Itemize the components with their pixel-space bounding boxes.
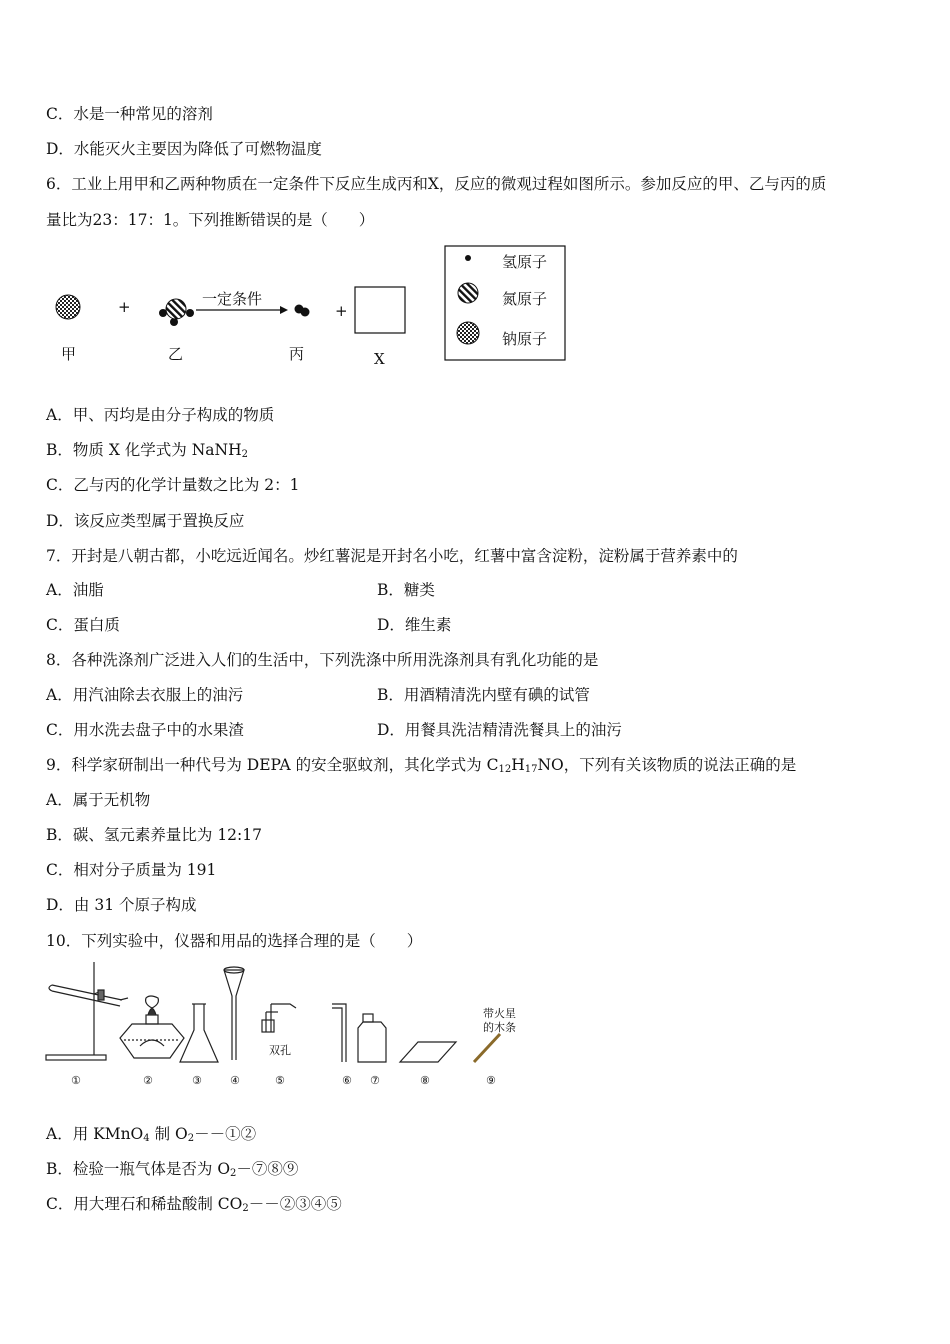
q6-option-a: A．甲、丙均是由分子构成的物质 — [46, 406, 275, 424]
legend-hydrogen-label: 氢原子 — [502, 253, 548, 271]
legend-hydrogen-icon — [465, 255, 471, 261]
q7-option-b: B．糖类 — [377, 581, 435, 599]
q6-stem-line1: 6．工业上用甲和乙两种物质在一定条件下反应生成丙和X，反应的微观过程如图所示。参加反应的甲、乙与丙的质 — [46, 175, 827, 193]
q9-option-d: D．由 31 个原子构成 — [46, 896, 197, 914]
condition-label: 一定条件 — [202, 290, 263, 308]
alcohol-lamp-icon — [120, 996, 184, 1058]
plus-sign-2: + — [335, 302, 348, 320]
q10b-sub: 2 — [230, 1168, 237, 1179]
q9-stem — [46, 755, 796, 780]
q10c-text-2: －－②③④⑤ — [248, 1195, 342, 1213]
q8-stem: 8．各种洗涤剂广泛进入人们的生活中，下列洗涤中所用洗涤剂具有乳化功能的是 — [46, 651, 599, 669]
apparatus-label-7: ⑦ — [370, 1074, 380, 1087]
plus-sign-1: + — [118, 298, 131, 316]
q8-option-b: B．用酒精清洗内壁有碘的试管 — [377, 686, 590, 704]
sodium-atom-icon — [56, 295, 80, 319]
q9-option-c: C．相对分子质量为 191 — [46, 861, 217, 879]
stick-label-1: 带火星 — [483, 1007, 516, 1020]
q10b-text-1: B．检验一瓶气体是否为 O — [46, 1160, 231, 1178]
q10-option-c — [46, 1194, 342, 1219]
apparatus-label-6: ⑥ — [342, 1074, 352, 1087]
q10a-text-1: A．用 KMnO — [46, 1125, 144, 1143]
label-yi: 乙 — [168, 345, 184, 363]
q9-sub-2: 17 — [524, 764, 538, 775]
q7-option-d: D．维生素 — [377, 616, 452, 634]
hydrogen-molecule-icon — [295, 305, 310, 317]
q7-option-a: A．油脂 — [46, 581, 104, 599]
label-jia: 甲 — [61, 345, 77, 363]
wooden-stick-icon — [474, 1034, 500, 1062]
label-x: X — [374, 350, 385, 368]
q5-option-c: C．水是一种常见的溶剂 — [46, 105, 213, 123]
q10-option-a — [46, 1124, 256, 1149]
glass-plate-icon — [400, 1042, 456, 1062]
q9-option-b: B．碳、氢元素养量比为 12:17 — [46, 826, 262, 844]
q10b-text-2: －⑦⑧⑨ — [236, 1160, 299, 1178]
q5-option-d: D．水能灭火主要因为降低了可燃物温度 — [46, 140, 322, 158]
legend-sodium-icon — [457, 322, 479, 344]
q9-text-1: 9．科学家研制出一种代号为 DEPA 的安全驱蚊剂，其化学式为 C — [46, 756, 499, 774]
q10-stem: 10．下列实验中，仪器和用品的选择合理的是（ ） — [46, 932, 423, 950]
apparatus-label-1: ① — [71, 1074, 81, 1087]
double-hole-stopper-icon — [262, 1004, 296, 1032]
q9-text-2: H — [511, 756, 525, 774]
label-bing: 丙 — [289, 345, 305, 363]
legend-sodium-label: 钠原子 — [502, 330, 548, 348]
q9-sub-1: 12 — [498, 764, 512, 775]
apparatus-label-2: ② — [143, 1074, 153, 1087]
q6-option-c: C．乙与丙的化学计量数之比为 2：1 — [46, 476, 300, 494]
stick-label-2: 的木条 — [483, 1021, 516, 1034]
q8-option-d: D．用餐具洗洁精清洗餐具上的油污 — [377, 721, 622, 739]
q10a-sub-1: 4 — [143, 1133, 150, 1144]
q10a-text-3: －－①② — [194, 1125, 257, 1143]
q6-option-b — [46, 440, 248, 465]
apparatus-label-4: ④ — [230, 1074, 240, 1087]
q10a-text-2: 制 O — [149, 1125, 188, 1143]
funnel-icon — [224, 967, 244, 1060]
glass-tube-icon — [332, 1004, 346, 1062]
q8-option-c: C．用水洗去盘子中的水果渣 — [46, 721, 244, 739]
apparatus-label-9: ⑨ — [486, 1074, 496, 1087]
q8-option-a: A．用汽油除去衣服上的油污 — [46, 686, 244, 704]
double-hole-label: 双孔 — [269, 1044, 291, 1057]
conical-flask-icon — [180, 1004, 218, 1062]
q9-text-3: NO，下列有关该物质的说法正确的是 — [537, 756, 797, 774]
product-x-box — [355, 287, 405, 333]
legend-nitrogen-label: 氮原子 — [502, 290, 548, 308]
q7-option-c: C．蛋白质 — [46, 616, 120, 634]
q6b-text: B．物质 X 化学式为 NaNH — [46, 441, 242, 459]
q10c-sub: 2 — [242, 1203, 249, 1214]
q10c-text-1: C．用大理石和稀盐酸制 CO — [46, 1195, 243, 1213]
apparatus-label-8: ⑧ — [420, 1074, 430, 1087]
ammonia-molecule-icon — [159, 299, 194, 326]
q6b-sub: 2 — [241, 449, 248, 460]
legend-nitrogen-icon — [458, 283, 478, 303]
apparatus-label-5: ⑤ — [275, 1074, 285, 1087]
q7-stem: 7．开封是八朝古都，小吃远近闻名。炒红薯泥是开封名小吃，红薯中富含淀粉，淀粉属于营养素中的 — [46, 547, 738, 565]
q10-option-b — [46, 1159, 298, 1184]
q10a-sub-2: 2 — [187, 1133, 195, 1144]
apparatus-label-3: ③ — [192, 1074, 202, 1087]
gas-bottle-icon — [358, 1014, 386, 1062]
iron-stand-icon — [46, 962, 128, 1060]
q9-option-a: A．属于无机物 — [46, 791, 151, 809]
q6-stem-line2: 量比为23：17：1。下列推断错误的是（ ） — [46, 211, 375, 229]
q6-option-d: D．该反应类型属于置换反应 — [46, 512, 245, 530]
